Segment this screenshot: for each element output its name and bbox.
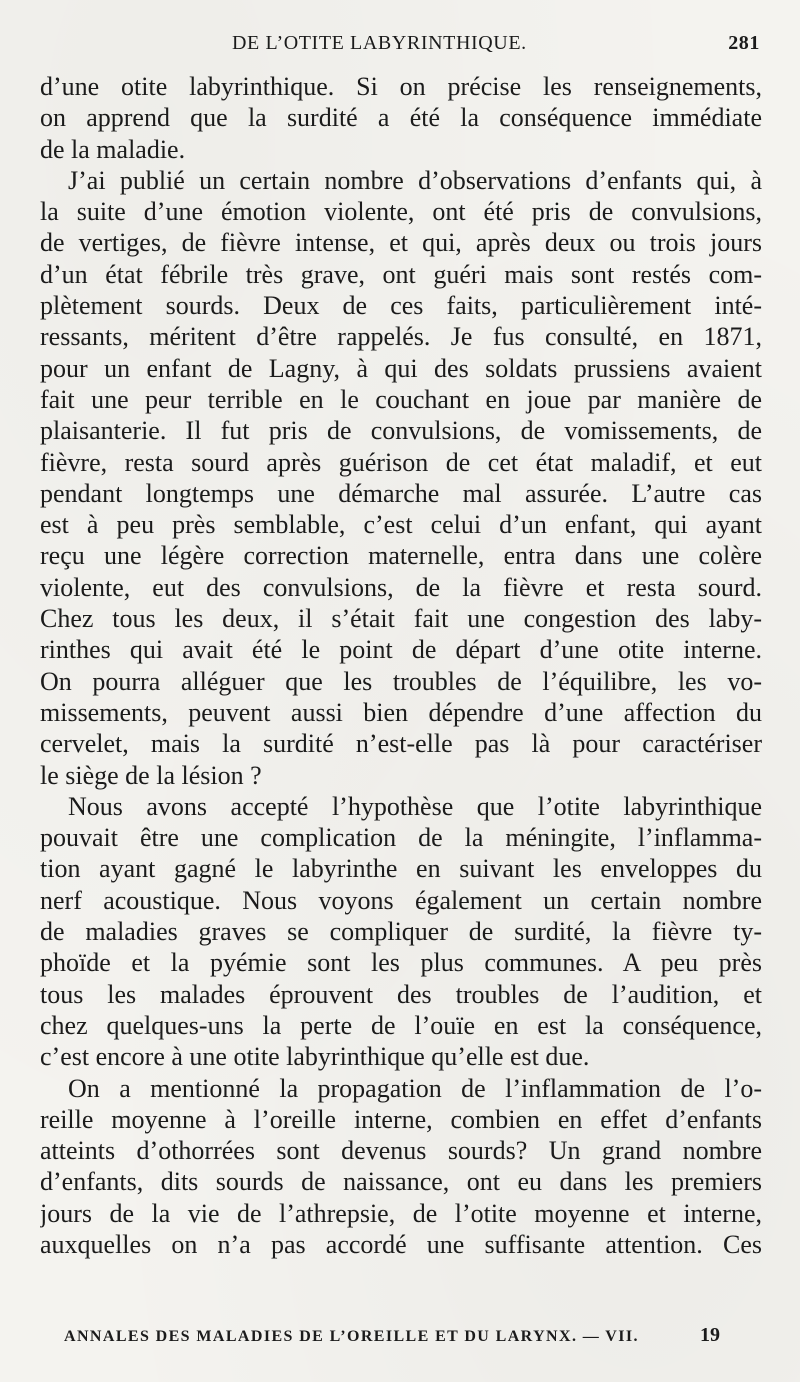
- text-line: pour un enfant de Lagny, à qui des soldats prussiens avaient: [40, 353, 762, 383]
- text-line: la suite d’une émotion violente, ont été pris de convulsions,: [40, 197, 762, 227]
- text-line: nerf acoustique. Nous voyons également un certain nombre: [40, 885, 762, 915]
- text-line: fièvre, resta sourd après guérison de cet état maladif, et eut: [40, 447, 762, 477]
- text-line: J’ai publié un certain nombre d’observations d’enfants qui, à: [68, 165, 762, 195]
- text-line: phoïde et la pyémie sont les plus communes. A peu près: [40, 948, 762, 978]
- text-line: pouvait être une complication de la méningite, l’inflamma-: [40, 823, 762, 853]
- text-line: de la maladie.: [40, 134, 186, 164]
- text-line: Chez tous les deux, il s’était fait une congestion des laby-: [40, 604, 762, 634]
- text-line: le siège de la lésion ?: [40, 760, 262, 790]
- text-line: On pourra alléguer que les troubles de l’équilibre, les vo-: [40, 666, 762, 696]
- text-line: rinthes qui avait été le point de départ d’une otite interne.: [40, 635, 762, 665]
- text-line: On a mentionné la propagation de l’inflammation de l’o-: [68, 1073, 762, 1103]
- text-line: tous les malades éprouvent des troubles de l’audition, et: [40, 979, 762, 1009]
- body-text: [40, 71, 762, 1260]
- text-line: de vertiges, de fièvre intense, et qui, après deux ou trois jours: [40, 228, 762, 258]
- text-line: tion ayant gagné le labyrinthe en suivant les enveloppes du: [40, 854, 762, 884]
- page-number: 281: [728, 32, 760, 54]
- text-line: reçu une légère correction maternelle, entra dans une colère: [40, 541, 762, 571]
- text-line: pendant longtemps une démarche mal assurée. L’autre cas: [40, 478, 762, 508]
- text-line: d’une otite labyrinthique. Si on précise les renseignements,: [40, 72, 762, 101]
- text-line: d’enfants, dits sourds de naissance, ont eu dans les premiers: [40, 1167, 762, 1197]
- running-head-title: DE L’OTITE LABYRINTHIQUE.: [232, 32, 527, 54]
- text-line: plètement sourds. Deux de ces faits, particulièrement inté-: [40, 291, 762, 321]
- text-line: on apprend que la surdité a été la conséquence immédiate: [40, 103, 762, 133]
- text-line: chez quelques-uns la perte de l’ouïe en est la conséquence,: [40, 1010, 762, 1040]
- text-line: ressants, méritent d’être rappelés. Je fus consulté, en 1871,: [40, 322, 762, 352]
- text-line: fait une peur terrible en le couchant en joue par manière de: [40, 384, 762, 414]
- journal-signature-line: ANNALES DES MALADIES DE L’OREILLE ET DU LARYNX. — VII.: [64, 1328, 639, 1345]
- text-line: violente, eut des convulsions, de la fièvre et resta sourd.: [40, 572, 762, 602]
- text-line: cervelet, mais la surdité n’est-elle pas là pour caractériser: [40, 729, 762, 759]
- page-footer: [64, 1326, 720, 1350]
- text-line: est à peu près semblable, c’est celui d’un enfant, qui ayant: [40, 510, 762, 540]
- text-line: Nous avons accepté l’hypothèse que l’otite labyrinthique: [68, 791, 762, 821]
- text-line: d’un état fébrile très grave, ont guéri mais sont restés com-: [40, 259, 762, 289]
- text-line: c’est encore à une otite labyrinthique qu’elle est due.: [40, 1042, 590, 1072]
- text-line: de maladies graves se compliquer de surdité, la fièvre ty-: [40, 917, 762, 947]
- text-line: auxquelles on n’a pas accordé une suffisante attention. Ces: [40, 1229, 762, 1259]
- running-head: [232, 32, 760, 60]
- text-line: atteints d’othorrées sont devenus sourds? Un grand nombre: [40, 1136, 762, 1166]
- text-line: missements, peuvent aussi bien dépendre d’une affection du: [40, 697, 762, 727]
- text-line: plaisanterie. Il fut pris de convulsions, de vomissements, de: [40, 416, 762, 446]
- text-line: jours de la vie de l’athrepsie, de l’otite moyenne et interne,: [40, 1198, 762, 1228]
- gathering-signature: 19: [700, 1324, 720, 1346]
- text-line: reille moyenne à l’oreille interne, combien en effet d’enfants: [40, 1104, 762, 1134]
